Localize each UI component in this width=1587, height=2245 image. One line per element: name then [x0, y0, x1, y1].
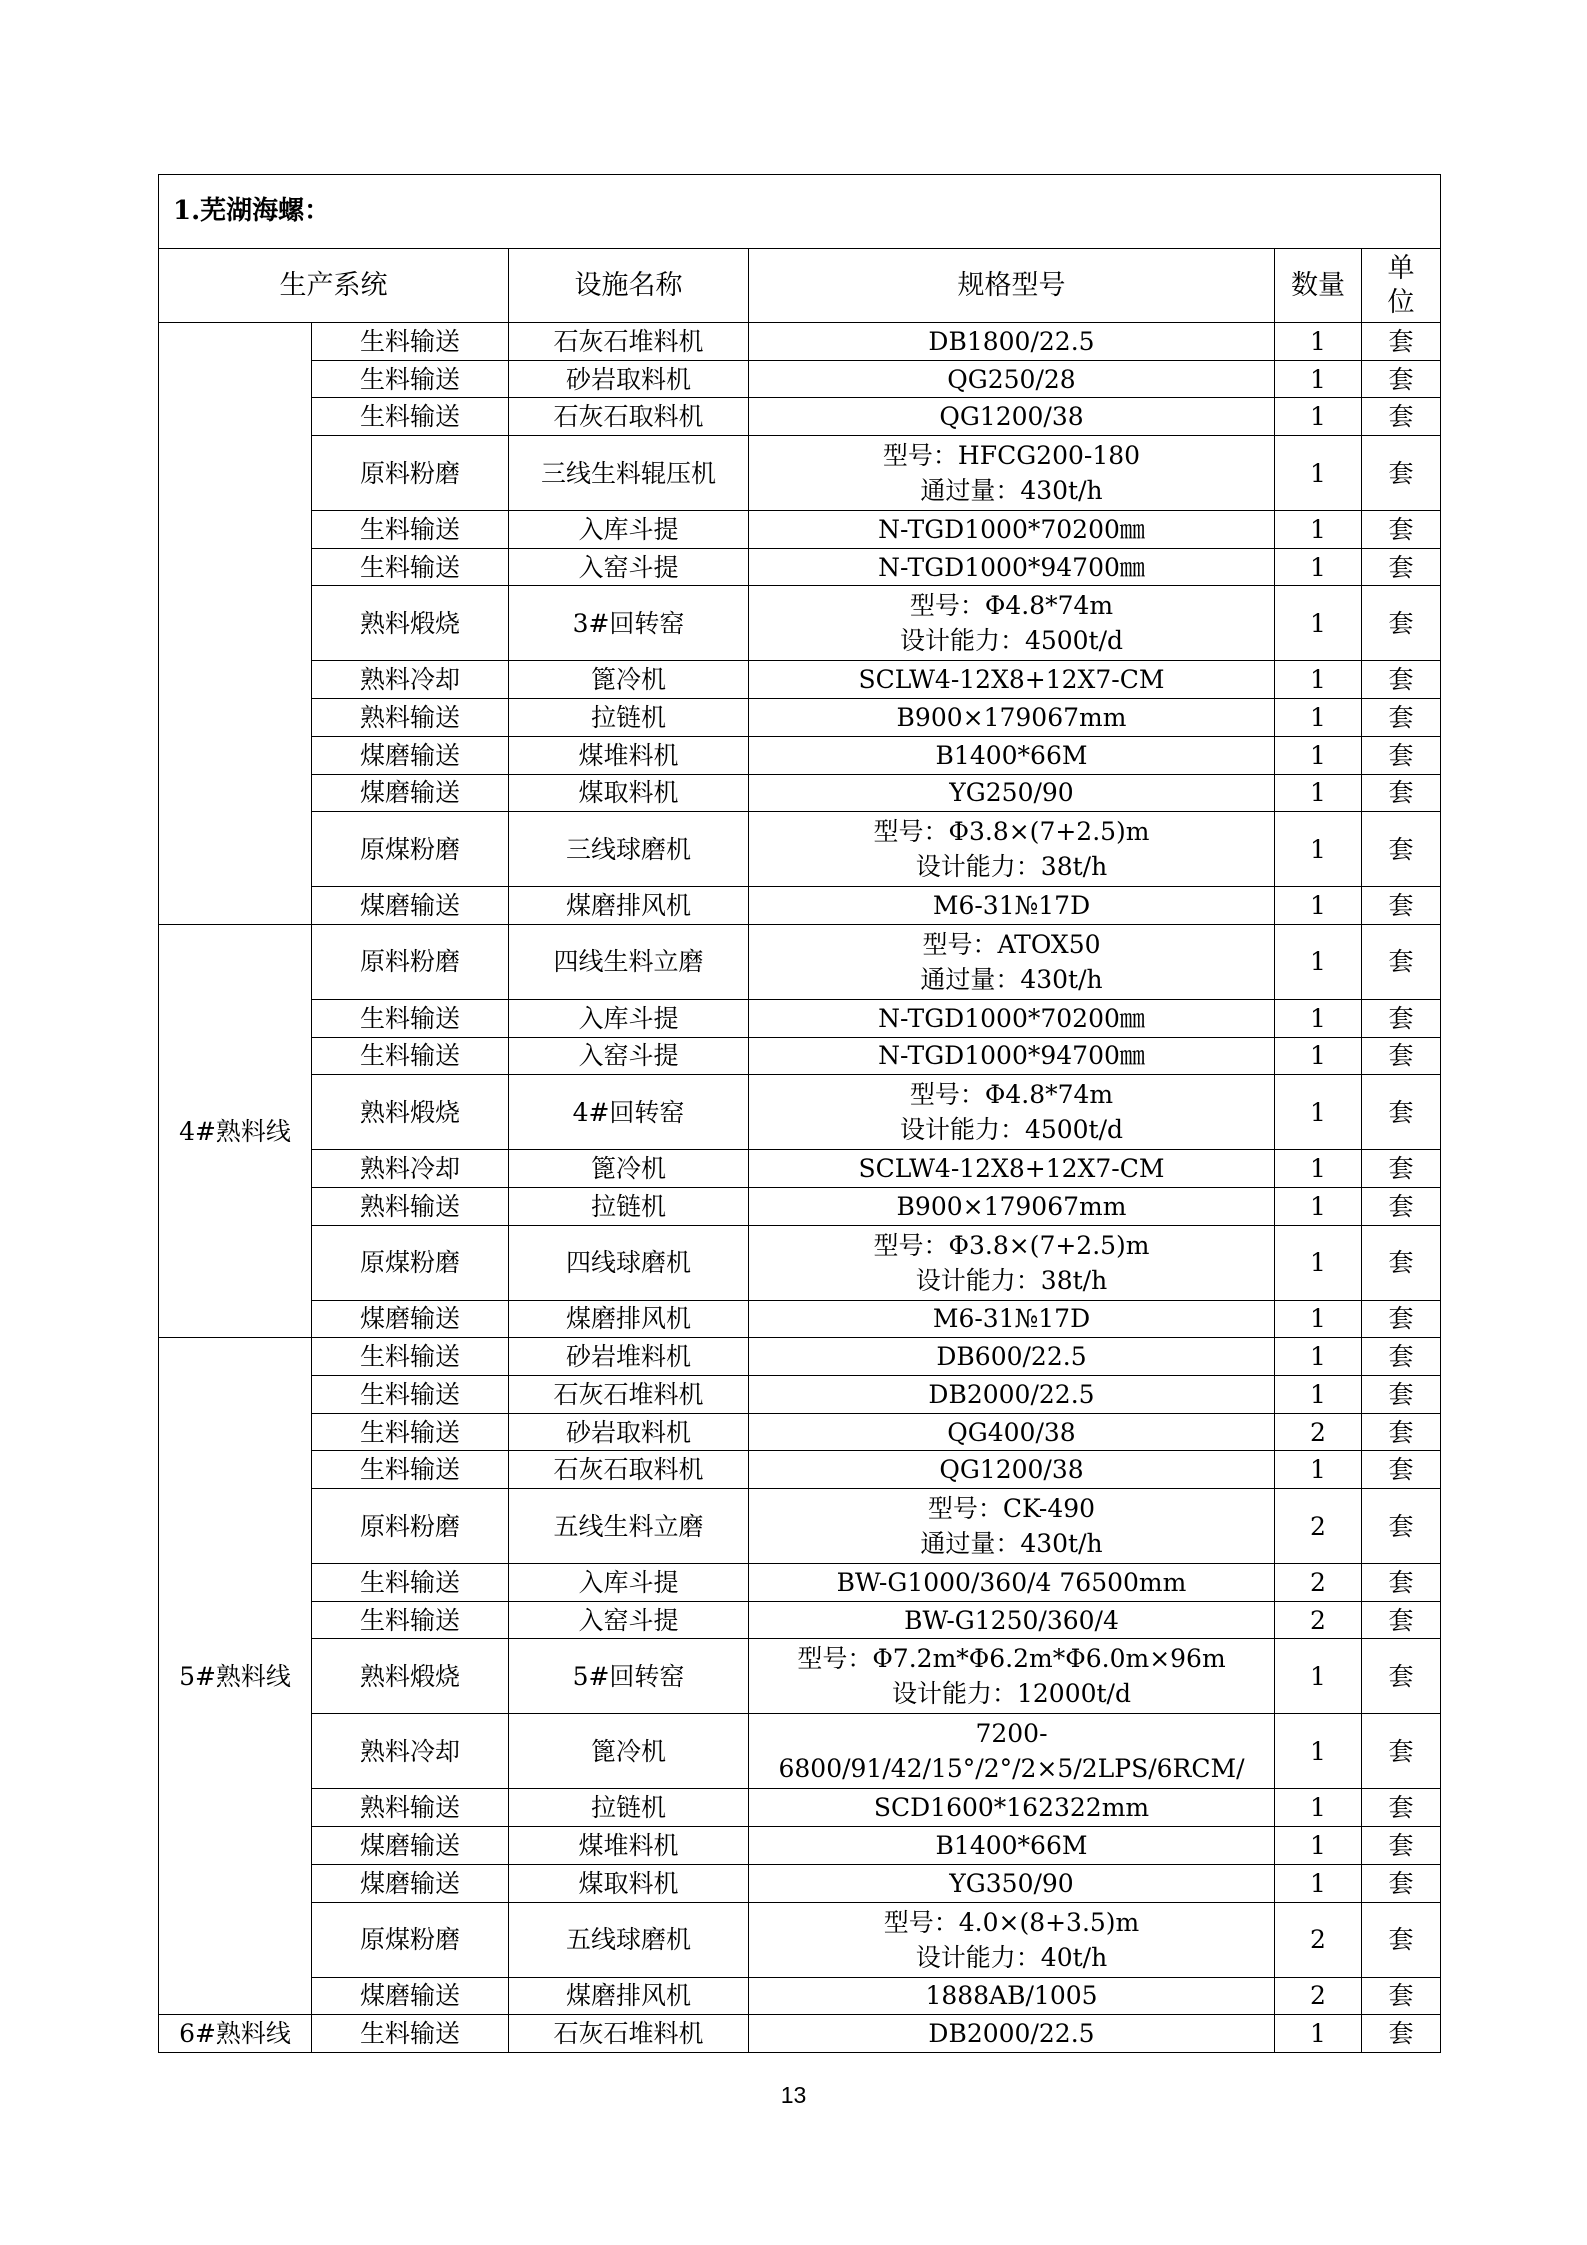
header-facility: 设施名称 [509, 249, 749, 323]
qty-cell: 1 [1275, 1150, 1362, 1188]
process-cell: 熟料冷却 [312, 1150, 509, 1188]
facility-cell: 五线生料立磨 [509, 1489, 749, 1564]
spec-cell [749, 2015, 1275, 2053]
unit-cell: 套 [1362, 736, 1441, 774]
unit-cell: 套 [1362, 1075, 1441, 1150]
spec-line: 设计能力：12000t/d [891, 1679, 1131, 1709]
facility-cell: 石灰石堆料机 [509, 323, 749, 361]
qty-cell: 1 [1275, 2015, 1362, 2053]
header-unit-line2: 位 [1387, 286, 1415, 318]
unit-cell: 套 [1362, 774, 1441, 812]
qty-cell: 1 [1275, 1789, 1362, 1827]
qty-cell: 1 [1275, 1225, 1362, 1300]
spec-line: DB1800/22.5 [928, 326, 1095, 356]
process-cell: 原煤粉磨 [312, 812, 509, 887]
unit-cell: 套 [1362, 1864, 1441, 1902]
spec-cell [749, 1977, 1275, 2015]
qty-cell: 1 [1275, 548, 1362, 586]
table-row [159, 1489, 1441, 1564]
process-cell: 原料粉磨 [312, 1489, 509, 1564]
row-group-label: 5#熟料线 [159, 1338, 312, 2015]
qty-cell: 1 [1275, 1864, 1362, 1902]
unit-cell: 套 [1362, 1338, 1441, 1376]
table-row [159, 699, 1441, 737]
spec-line: 型号：Φ4.8*74m [909, 1080, 1114, 1110]
qty-cell: 1 [1275, 436, 1362, 511]
unit-cell: 套 [1362, 1376, 1441, 1414]
table-row [159, 1639, 1441, 1714]
spec-line: 型号：Φ3.8×(7+2.5)m [873, 817, 1150, 847]
process-cell: 熟料煅烧 [312, 1075, 509, 1150]
spec-cell [749, 661, 1275, 699]
qty-cell: 1 [1275, 1187, 1362, 1225]
qty-cell: 1 [1275, 999, 1362, 1037]
unit-cell: 套 [1362, 398, 1441, 436]
spec-line: QG1200/38 [939, 1455, 1084, 1485]
unit-cell: 套 [1362, 511, 1441, 549]
spec-cell [749, 1225, 1275, 1300]
unit-cell: 套 [1362, 1489, 1441, 1564]
facility-cell: 砂岩堆料机 [509, 1338, 749, 1376]
qty-cell: 1 [1275, 1338, 1362, 1376]
process-cell: 原煤粉磨 [312, 1225, 509, 1300]
section-title-row [159, 175, 1441, 249]
process-cell: 生料输送 [312, 2015, 509, 2053]
table-row [159, 1225, 1441, 1300]
process-cell: 煤磨输送 [312, 1300, 509, 1338]
table-row [159, 1714, 1441, 1789]
qty-cell: 1 [1275, 1714, 1362, 1789]
process-cell: 原煤粉磨 [312, 1902, 509, 1977]
unit-cell: 套 [1362, 1564, 1441, 1602]
qty-cell: 1 [1275, 1451, 1362, 1489]
spec-line: 通过量：430t/h [920, 964, 1103, 994]
spec-line: 型号：CK-490 [927, 1494, 1096, 1524]
table-row [159, 1413, 1441, 1451]
spec-cell [749, 360, 1275, 398]
spec-cell [749, 1300, 1275, 1338]
spec-cell [749, 1564, 1275, 1602]
table-row [159, 1864, 1441, 1902]
spec-line: 型号：Φ4.8*74m [909, 591, 1114, 621]
qty-cell: 1 [1275, 511, 1362, 549]
unit-cell: 套 [1362, 1639, 1441, 1714]
qty-cell: 1 [1275, 699, 1362, 737]
facility-cell: 石灰石堆料机 [509, 1376, 749, 1414]
facility-cell: 4#回转窑 [509, 1075, 749, 1150]
table-row [159, 511, 1441, 549]
process-cell: 生料输送 [312, 1564, 509, 1602]
equipment-table [158, 174, 1441, 2053]
spec-cell [749, 1451, 1275, 1489]
spec-line: 通过量：430t/h [920, 1529, 1103, 1559]
facility-cell: 煤取料机 [509, 1864, 749, 1902]
spec-cell [749, 1150, 1275, 1188]
process-cell: 熟料输送 [312, 1187, 509, 1225]
process-cell: 熟料输送 [312, 699, 509, 737]
spec-line: 设计能力：4500t/d [899, 1115, 1124, 1145]
facility-cell: 煤磨排风机 [509, 887, 749, 925]
facility-cell: 四线球磨机 [509, 1225, 749, 1300]
spec-cell [749, 1601, 1275, 1639]
process-cell: 熟料冷却 [312, 661, 509, 699]
spec-cell [749, 999, 1275, 1037]
spec-line: N-TGD1000*94700㎜ [878, 552, 1145, 582]
unit-cell: 套 [1362, 999, 1441, 1037]
spec-line: BW-G1250/360/4 [904, 1605, 1119, 1635]
facility-cell: 拉链机 [509, 1187, 749, 1225]
header-row [159, 249, 1441, 323]
spec-line: 型号：4.0×(8+3.5)m [883, 1907, 1140, 1937]
spec-line: YG350/90 [949, 1868, 1074, 1898]
unit-cell: 套 [1362, 812, 1441, 887]
unit-cell: 套 [1362, 1789, 1441, 1827]
unit-cell: 套 [1362, 436, 1441, 511]
facility-cell: 煤取料机 [509, 774, 749, 812]
spec-line: SCLW4-12X8+12X7-CM [858, 1154, 1165, 1184]
spec-cell [749, 586, 1275, 661]
process-cell: 生料输送 [312, 1413, 509, 1451]
facility-cell: 石灰石取料机 [509, 398, 749, 436]
header-spec: 规格型号 [749, 249, 1275, 323]
spec-cell [749, 436, 1275, 511]
spec-line: B900×179067mm [896, 702, 1127, 732]
qty-cell: 1 [1275, 398, 1362, 436]
facility-cell: 入窑斗提 [509, 548, 749, 586]
process-cell: 熟料输送 [312, 1789, 509, 1827]
spec-line: 型号：Φ7.2m*Φ6.2m*Φ6.0m×96m [797, 1644, 1226, 1674]
spec-line: QG400/38 [947, 1417, 1076, 1447]
spec-cell [749, 1187, 1275, 1225]
qty-cell: 1 [1275, 736, 1362, 774]
spec-cell [749, 548, 1275, 586]
qty-cell: 1 [1275, 1300, 1362, 1338]
row-group-label: 4#熟料线 [159, 924, 312, 1337]
table-row [159, 1075, 1441, 1150]
qty-cell: 1 [1275, 1037, 1362, 1075]
table-row [159, 1376, 1441, 1414]
facility-cell: 入库斗提 [509, 511, 749, 549]
qty-cell: 1 [1275, 774, 1362, 812]
page-number: 13 [780, 2082, 807, 2108]
table-row [159, 2015, 1441, 2053]
table-row [159, 999, 1441, 1037]
process-cell: 煤磨输送 [312, 1864, 509, 1902]
unit-cell: 套 [1362, 924, 1441, 999]
spec-line: N-TGD1000*94700㎜ [878, 1041, 1145, 1071]
spec-line: 型号：HFCG200-180 [882, 441, 1141, 471]
unit-cell: 套 [1362, 887, 1441, 925]
table-row [159, 812, 1441, 887]
qty-cell: 1 [1275, 661, 1362, 699]
spec-cell [749, 511, 1275, 549]
process-cell: 煤磨输送 [312, 887, 509, 925]
spec-line: SCD1600*162322mm [873, 1793, 1150, 1823]
spec-line: QG1200/38 [939, 402, 1084, 432]
table-row [159, 1827, 1441, 1865]
process-cell: 生料输送 [312, 1601, 509, 1639]
spec-cell [749, 1902, 1275, 1977]
table-row [159, 548, 1441, 586]
spec-line: B1400*66M [935, 740, 1088, 770]
process-cell: 生料输送 [312, 999, 509, 1037]
process-cell: 原料粉磨 [312, 436, 509, 511]
facility-cell: 篦冷机 [509, 661, 749, 699]
spec-cell [749, 1338, 1275, 1376]
qty-cell: 1 [1275, 924, 1362, 999]
facility-cell: 砂岩取料机 [509, 360, 749, 398]
spec-cell [749, 924, 1275, 999]
spec-line: 通过量：430t/h [920, 476, 1103, 506]
facility-cell: 三线球磨机 [509, 812, 749, 887]
qty-cell: 1 [1275, 1639, 1362, 1714]
table-row [159, 1150, 1441, 1188]
spec-line: 设计能力：38t/h [915, 1265, 1108, 1295]
spec-cell [749, 1639, 1275, 1714]
spec-line: BW-G1000/360/4 76500mm [836, 1567, 1187, 1597]
spec-cell [749, 1827, 1275, 1865]
table-row [159, 1902, 1441, 1977]
facility-cell: 煤磨排风机 [509, 1977, 749, 2015]
table-row [159, 661, 1441, 699]
spec-cell [749, 774, 1275, 812]
table-row [159, 774, 1441, 812]
table-row [159, 1977, 1441, 2015]
qty-cell: 2 [1275, 1902, 1362, 1977]
unit-cell: 套 [1362, 1827, 1441, 1865]
spec-line: QG250/28 [947, 364, 1076, 394]
process-cell: 煤磨输送 [312, 1977, 509, 2015]
spec-line: M6-31№17D [932, 1304, 1091, 1334]
table-row [159, 1564, 1441, 1602]
qty-cell: 2 [1275, 1413, 1362, 1451]
table-row [159, 360, 1441, 398]
process-cell: 煤磨输送 [312, 1827, 509, 1865]
facility-cell: 入库斗提 [509, 1564, 749, 1602]
process-cell: 生料输送 [312, 1376, 509, 1414]
spec-line: YG250/90 [949, 778, 1074, 808]
facility-cell: 拉链机 [509, 699, 749, 737]
spec-cell [749, 699, 1275, 737]
spec-line: 设计能力：40t/h [915, 1942, 1108, 1972]
unit-cell: 套 [1362, 1451, 1441, 1489]
process-cell: 原料粉磨 [312, 924, 509, 999]
qty-cell: 1 [1275, 1827, 1362, 1865]
qty-cell: 2 [1275, 1564, 1362, 1602]
spec-cell [749, 1376, 1275, 1414]
qty-cell: 1 [1275, 887, 1362, 925]
facility-cell: 煤堆料机 [509, 1827, 749, 1865]
facility-cell: 煤堆料机 [509, 736, 749, 774]
table-row [159, 736, 1441, 774]
process-cell: 熟料煅烧 [312, 586, 509, 661]
table-row [159, 586, 1441, 661]
process-cell: 生料输送 [312, 398, 509, 436]
process-cell: 熟料煅烧 [312, 1639, 509, 1714]
qty-cell: 1 [1275, 812, 1362, 887]
spec-cell [749, 1037, 1275, 1075]
unit-cell: 套 [1362, 323, 1441, 361]
process-cell: 生料输送 [312, 1451, 509, 1489]
facility-cell: 3#回转窑 [509, 586, 749, 661]
spec-cell [749, 812, 1275, 887]
facility-cell: 篦冷机 [509, 1714, 749, 1789]
spec-line: 1888AB/1005 [925, 1981, 1098, 2011]
qty-cell: 2 [1275, 1601, 1362, 1639]
unit-cell: 套 [1362, 360, 1441, 398]
spec-line: N-TGD1000*70200㎜ [878, 514, 1145, 544]
unit-cell: 套 [1362, 1300, 1441, 1338]
process-cell: 生料输送 [312, 323, 509, 361]
spec-line: 型号：ATOX50 [922, 929, 1101, 959]
spec-line: DB2000/22.5 [928, 2019, 1095, 2049]
process-cell: 生料输送 [312, 1037, 509, 1075]
table-row [159, 887, 1441, 925]
spec-cell [749, 1075, 1275, 1150]
process-cell: 生料输送 [312, 548, 509, 586]
process-cell: 煤磨输送 [312, 774, 509, 812]
spec-line: DB600/22.5 [936, 1342, 1087, 1372]
facility-cell: 四线生料立磨 [509, 924, 749, 999]
row-group-label [159, 323, 312, 925]
section-title: 1.芜湖海螺： [159, 175, 1441, 249]
facility-cell: 入窑斗提 [509, 1601, 749, 1639]
spec-line: 7200-6800/91/42/15°/2°/2×5/2LPS/6RCM/ [778, 1719, 1245, 1784]
table-row [159, 924, 1441, 999]
spec-cell [749, 1789, 1275, 1827]
spec-cell [749, 1413, 1275, 1451]
facility-cell: 三线生料辊压机 [509, 436, 749, 511]
table-row [159, 1187, 1441, 1225]
header-qty: 数量 [1275, 249, 1362, 323]
unit-cell: 套 [1362, 699, 1441, 737]
table-row [159, 436, 1441, 511]
spec-line: SCLW4-12X8+12X7-CM [858, 665, 1165, 695]
facility-cell: 石灰石取料机 [509, 1451, 749, 1489]
spec-line: B900×179067mm [896, 1191, 1127, 1221]
qty-cell: 1 [1275, 586, 1362, 661]
process-cell: 生料输送 [312, 1338, 509, 1376]
facility-cell: 篦冷机 [509, 1150, 749, 1188]
spec-cell [749, 323, 1275, 361]
spec-line: B1400*66M [935, 1830, 1088, 1860]
qty-cell: 1 [1275, 1376, 1362, 1414]
unit-cell: 套 [1362, 661, 1441, 699]
qty-cell: 1 [1275, 1075, 1362, 1150]
table-row [159, 1338, 1441, 1376]
process-cell: 煤磨输送 [312, 736, 509, 774]
row-group-label: 6#熟料线 [159, 2015, 312, 2053]
facility-cell: 煤磨排风机 [509, 1300, 749, 1338]
unit-cell: 套 [1362, 1601, 1441, 1639]
facility-cell: 入库斗提 [509, 999, 749, 1037]
qty-cell: 1 [1275, 323, 1362, 361]
facility-cell: 拉链机 [509, 1789, 749, 1827]
unit-cell: 套 [1362, 1902, 1441, 1977]
table-row [159, 1601, 1441, 1639]
unit-cell: 套 [1362, 1150, 1441, 1188]
spec-line: DB2000/22.5 [928, 1379, 1095, 1409]
unit-cell: 套 [1362, 1977, 1441, 2015]
process-cell: 生料输送 [312, 360, 509, 398]
facility-cell: 5#回转窑 [509, 1639, 749, 1714]
qty-cell: 1 [1275, 360, 1362, 398]
header-system: 生产系统 [159, 249, 509, 323]
spec-cell [749, 887, 1275, 925]
unit-cell: 套 [1362, 1714, 1441, 1789]
unit-cell: 套 [1362, 2015, 1441, 2053]
spec-cell [749, 1489, 1275, 1564]
unit-cell: 套 [1362, 586, 1441, 661]
spec-line: M6-31№17D [932, 891, 1091, 921]
header-unit-line1: 单 [1387, 252, 1415, 284]
table-row [159, 1300, 1441, 1338]
spec-line: N-TGD1000*70200㎜ [878, 1003, 1145, 1033]
facility-cell: 石灰石堆料机 [509, 2015, 749, 2053]
qty-cell: 2 [1275, 1977, 1362, 2015]
table-row [159, 1789, 1441, 1827]
spec-cell [749, 1864, 1275, 1902]
spec-cell [749, 398, 1275, 436]
table-row [159, 1451, 1441, 1489]
table-row [159, 323, 1441, 361]
facility-cell: 入窑斗提 [509, 1037, 749, 1075]
facility-cell: 砂岩取料机 [509, 1413, 749, 1451]
qty-cell: 2 [1275, 1489, 1362, 1564]
spec-cell [749, 1714, 1275, 1789]
equipment-table-body [159, 175, 1441, 2053]
table-row [159, 398, 1441, 436]
spec-line: 型号：Φ3.8×(7+2.5)m [873, 1230, 1150, 1260]
process-cell: 生料输送 [312, 511, 509, 549]
facility-cell: 五线球磨机 [509, 1902, 749, 1977]
unit-cell: 套 [1362, 1037, 1441, 1075]
spec-line: 设计能力：4500t/d [899, 626, 1124, 656]
table-row [159, 1037, 1441, 1075]
process-cell: 熟料冷却 [312, 1714, 509, 1789]
spec-line: 设计能力：38t/h [915, 852, 1108, 882]
unit-cell: 套 [1362, 1225, 1441, 1300]
unit-cell: 套 [1362, 548, 1441, 586]
spec-cell [749, 736, 1275, 774]
unit-cell: 套 [1362, 1187, 1441, 1225]
header-unit [1362, 249, 1441, 323]
unit-cell: 套 [1362, 1413, 1441, 1451]
